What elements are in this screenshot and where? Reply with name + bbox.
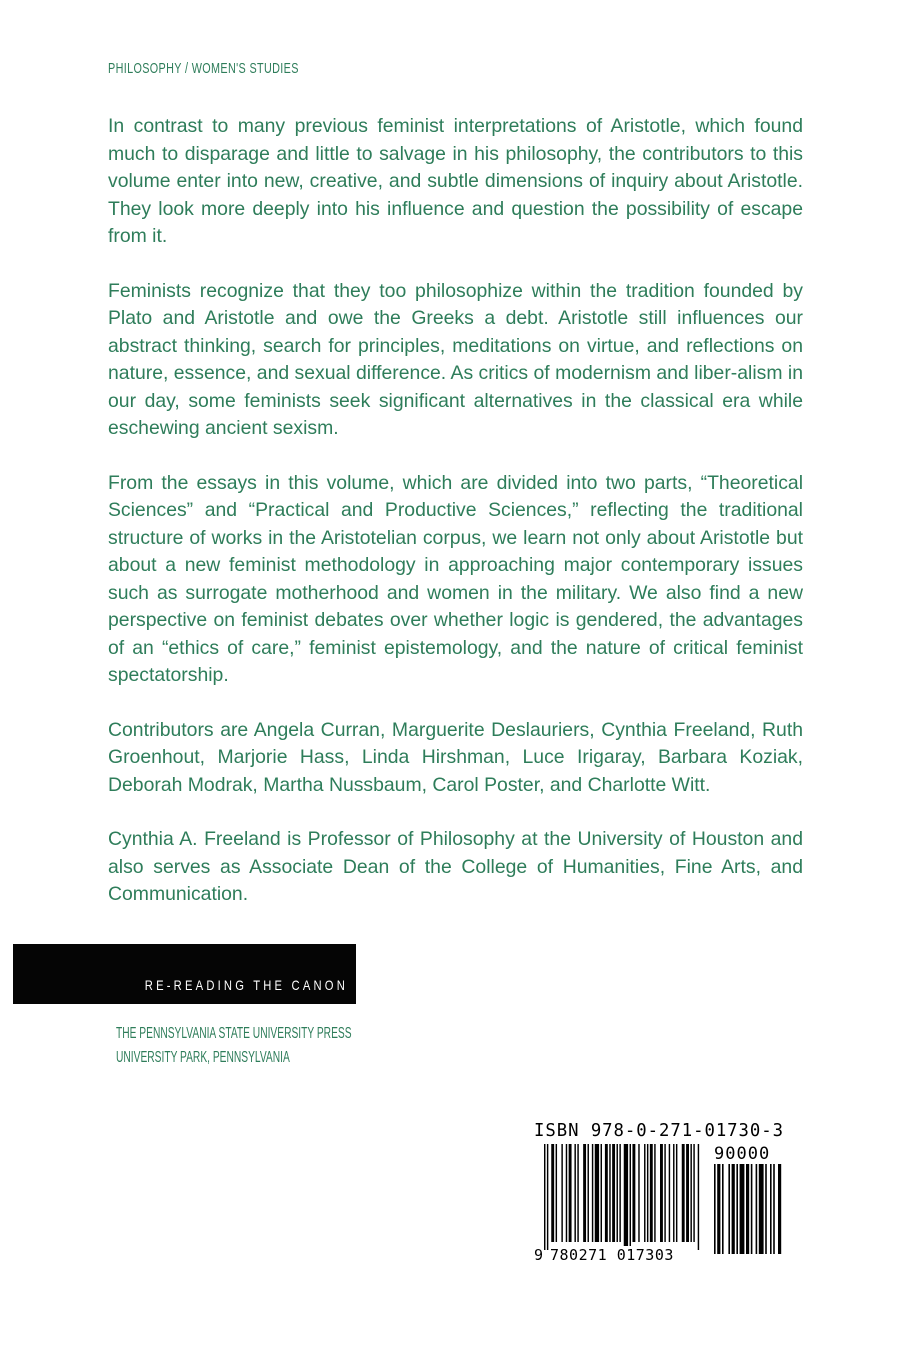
barcode-bar (765, 1164, 767, 1254)
barcode-number: 780271 017303 (550, 1246, 674, 1264)
publisher-name: THE PENNSYLVANIA STATE UNIVERSITY PRESS (116, 1025, 352, 1042)
barcode-bar (714, 1164, 716, 1254)
barcode-bar (746, 1164, 749, 1254)
barcode-bar (740, 1164, 745, 1254)
barcode-bar (551, 1144, 554, 1242)
barcode-block (534, 1120, 794, 1270)
barcode-bar (698, 1144, 699, 1250)
barcode-bar (736, 1164, 738, 1254)
barcode-bar (673, 1144, 674, 1242)
barcode-bar (732, 1164, 735, 1254)
paragraph-3: From the essays in this volume, which are divided into two parts, “Theoretical Sciences” and “Practical and Productive Sciences,” reflecting the traditional structure of works in the Aristotelian corpus, we learn not only about Aristotle but about a new feminist methodology in approaching major contemporary issues such as surrogate motherhood and women in the military. We also find a new perspective on feminist debates over whether logic is gendered, the advantages of an “ethics of care,” feminist epistemology, and the nature of critical feminist spectatorship. (108, 471, 803, 686)
barcode-bar (717, 1164, 720, 1254)
barcode-bar (595, 1144, 599, 1242)
publisher-imprint (116, 1022, 352, 1070)
barcode-bar (592, 1144, 593, 1242)
barcode-bar (676, 1144, 677, 1242)
barcode-digits (534, 1246, 674, 1318)
series-band (13, 944, 356, 1004)
ean-barcode (544, 1144, 708, 1250)
price-addon-label: 90000 (714, 1144, 771, 1164)
paragraph-1: In contrast to many previous feminist interpretations of Aristotle, which found much to disparage and little to salvage in his philosophy, the contributors to this volume enter into new, creative, and subtle dimensions of inquiry about Aristotle. They look more deeply into his influence and question the possibility of escape from it. (108, 115, 803, 247)
barcode-bar (770, 1164, 772, 1254)
isbn-label: ISBN 978-0-271-01730-3 (534, 1120, 785, 1141)
barcode-bar (669, 1144, 670, 1242)
barcode-bar (617, 1144, 618, 1242)
barcode-bar (728, 1164, 730, 1254)
paragraph-2: Feminists recognize that they too philosophize within the tradition founded by Plato and Aristotle and owe the Greeks a debt. Aristotle still influences our abstract thinking, search for principles, meditations on virtue, and reflections on nature, essence, and sexual difference. As critics of modernism and liber-alism in our day, some feminists seek significant alternatives in the classical era while eschewing ancient sexism. (108, 279, 803, 439)
barcode-bar (609, 1144, 610, 1242)
barcode-bar (577, 1144, 578, 1242)
barcode-bar (693, 1144, 694, 1242)
barcode-bar (778, 1164, 781, 1254)
barcode-bar (756, 1164, 758, 1254)
barcode-bar (759, 1164, 764, 1254)
barcode-bar (650, 1144, 653, 1242)
barcode-bar (561, 1144, 562, 1242)
barcode-bar (583, 1144, 586, 1242)
barcode-bar (605, 1144, 608, 1242)
barcode-bar (632, 1144, 635, 1242)
barcode-bar (722, 1164, 724, 1254)
barcode-bar (773, 1164, 775, 1254)
barcode-bar (638, 1144, 639, 1242)
barcode-bar (690, 1144, 691, 1242)
author-bio-paragraph: Cynthia A. Freeland is Professor of Philosophy at the University of Houston and also serves as Associate Dean of the College of Humanities, Fine Arts, and Communication. (108, 828, 803, 905)
series-title: RE-READING THE CANON (144, 977, 348, 993)
contributors-paragraph: Contributors are Angela Curran, Marguerite Deslauriers, Cynthia Freeland, Ruth Groenhout, Marjorie Hass, Linda Hirshman, Luce Irigaray, Barbara Koziak, Deborah Modrak, Martha Nussbaum, Carol Poster, and Charlotte Witt. (108, 718, 803, 796)
barcode-bar (574, 1144, 575, 1242)
barcode-bar (556, 1144, 557, 1242)
barcode-bar (612, 1144, 615, 1242)
barcode-bar (624, 1144, 628, 1250)
barcode-first-digit: 9 (534, 1246, 544, 1264)
barcode-bar (547, 1144, 548, 1250)
barcode-bar (588, 1144, 589, 1242)
barcode-bar (569, 1144, 572, 1242)
barcode-bar (644, 1144, 645, 1242)
barcode-bar (682, 1144, 685, 1242)
barcode-bar (654, 1144, 655, 1242)
description-text (108, 113, 803, 936)
barcode-bar (544, 1144, 545, 1250)
barcode-bar (601, 1144, 602, 1242)
barcode-bar (664, 1144, 665, 1242)
barcode-bar (751, 1164, 753, 1254)
barcode-bar (660, 1144, 663, 1242)
barcode-bar (686, 1144, 689, 1242)
barcode-bar (630, 1144, 631, 1250)
barcode-bar (619, 1144, 620, 1242)
barcode-bar (647, 1144, 648, 1242)
barcode-bar (566, 1144, 567, 1242)
category-label: PHILOSOPHY / WOMEN'S STUDIES (108, 60, 299, 77)
addon-barcode (714, 1164, 792, 1262)
publisher-location: UNIVERSITY PARK, PENNSYLVANIA (116, 1049, 290, 1066)
